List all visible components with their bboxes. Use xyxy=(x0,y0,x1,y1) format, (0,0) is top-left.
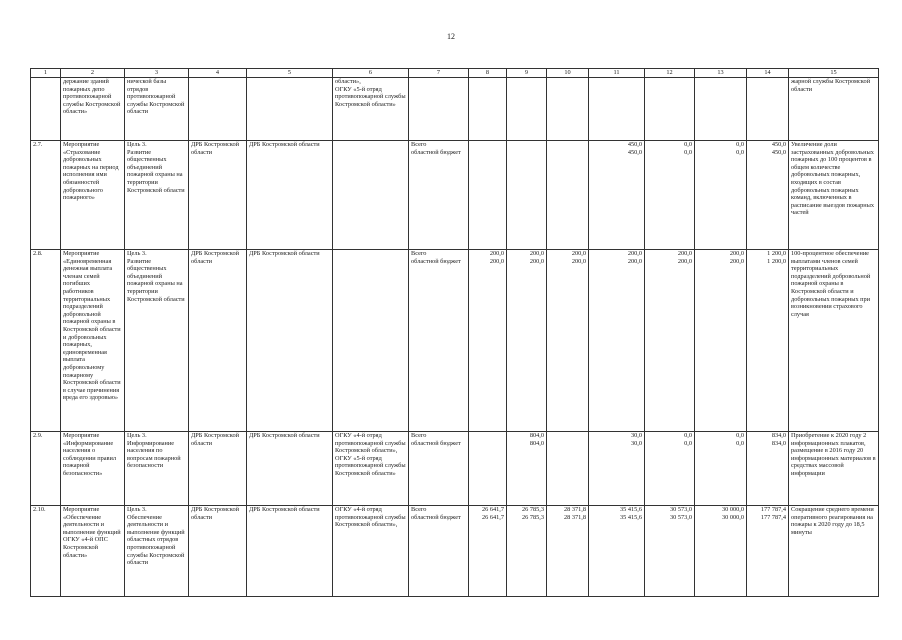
col-coordinator: ДРБ Костромской области xyxy=(189,250,247,432)
col-2018: 0,0 0,0 xyxy=(645,141,695,250)
col-activity: Мероприятие «Страхование добровольных пожарных на период исполнения ими обязанностей добровольного пожарного» xyxy=(61,141,125,250)
table-header-row xyxy=(31,69,879,78)
col-2018: 200,0 200,0 xyxy=(645,250,695,432)
header-cell: 6 xyxy=(333,69,409,78)
col-2015: 200,0 200,0 xyxy=(507,250,547,432)
col-executor: ОГКУ «4-й отряд противопожарной службы Костромской области», xyxy=(333,506,409,597)
col-funding-source xyxy=(409,78,469,141)
header-cell: 3 xyxy=(125,69,189,78)
col-executor: ОГКУ «4-й отряд противопожарной службы Костромской области», ОГКУ «5-й отряд противопожарной службы Костромской области» xyxy=(333,432,409,506)
col-total: 834,0 834,0 xyxy=(747,432,789,506)
header-cell: 14 xyxy=(747,69,789,78)
col-coordinator: ДРБ Костромской области xyxy=(189,141,247,250)
col-total: 450,0 450,0 xyxy=(747,141,789,250)
col-activity: Мероприятие «Информирование населения о соблюдении правил пожарной безопасности» xyxy=(61,432,125,506)
header-cell: 4 xyxy=(189,69,247,78)
col-number: 2.9. xyxy=(31,432,61,506)
col-2018: 0,0 0,0 xyxy=(645,432,695,506)
col-responsible: ДРБ Костромской области xyxy=(247,250,333,432)
col-number xyxy=(31,78,61,141)
col-number: 2.7. xyxy=(31,141,61,250)
col-goal: Цель 3. Развитие общественных объединений пожарной охраны на территории Костромской области xyxy=(125,141,189,250)
col-2016: 28 371,8 28 371,8 xyxy=(547,506,589,597)
col-2018 xyxy=(645,78,695,141)
header-cell: 13 xyxy=(695,69,747,78)
header-cell: 12 xyxy=(645,69,695,78)
table-row xyxy=(31,141,879,250)
col-total: 177 787,4 177 787,4 xyxy=(747,506,789,597)
col-2019 xyxy=(695,78,747,141)
table-row xyxy=(31,506,879,597)
header-cell: 10 xyxy=(547,69,589,78)
header-cell: 11 xyxy=(589,69,645,78)
col-2014: 26 641,7 26 641,7 xyxy=(469,506,507,597)
col-2019: 0,0 0,0 xyxy=(695,141,747,250)
col-total xyxy=(747,78,789,141)
col-2018: 30 573,0 30 573,0 xyxy=(645,506,695,597)
header-cell: 8 xyxy=(469,69,507,78)
col-funding-source: Всего областной бюджет xyxy=(409,432,469,506)
col-responsible xyxy=(247,78,333,141)
col-2014: 200,0 200,0 xyxy=(469,250,507,432)
col-2015: 26 785,3 26 785,3 xyxy=(507,506,547,597)
header-cell: 2 xyxy=(61,69,125,78)
col-activity: Мероприятие «Обеспечение деятельности и выполнение функций ОГКУ «4-й ОПС Костромской области» xyxy=(61,506,125,597)
col-2019: 30 000,0 30 000,0 xyxy=(695,506,747,597)
col-2019: 0,0 0,0 xyxy=(695,432,747,506)
col-goal: Цель 3. Развитие общественных объединений пожарной охраны на территории Костромской области xyxy=(125,250,189,432)
col-2015: 804,0 804,0 xyxy=(507,432,547,506)
header-cell: 5 xyxy=(247,69,333,78)
col-2016 xyxy=(547,141,589,250)
col-responsible: ДРБ Костромской области xyxy=(247,432,333,506)
col-activity: держание зданий пожарных депо противопожарной службы Костромской области» xyxy=(61,78,125,141)
col-2017: 35 415,6 35 415,6 xyxy=(589,506,645,597)
col-2015 xyxy=(507,78,547,141)
header-cell: 15 xyxy=(789,69,879,78)
col-goal: ничеcкой базы отрядов противопожарной службы Костромской области xyxy=(125,78,189,141)
col-2014 xyxy=(469,432,507,506)
col-responsible: ДРБ Костромской области xyxy=(247,506,333,597)
col-2017: 450,0 450,0 xyxy=(589,141,645,250)
col-goal: Цель 3. Обеспечение деятельности и выполнение функций областных отрядов противопожарной службы Костромской области xyxy=(125,506,189,597)
header-cell: 1 xyxy=(31,69,61,78)
col-2017: 200,0 200,0 xyxy=(589,250,645,432)
col-2019: 200,0 200,0 xyxy=(695,250,747,432)
col-number: 2.10. xyxy=(31,506,61,597)
col-2016 xyxy=(547,78,589,141)
table-row xyxy=(31,250,879,432)
col-responsible: ДРБ Костромской области xyxy=(247,141,333,250)
col-coordinator xyxy=(189,78,247,141)
col-2017: 30,0 30,0 xyxy=(589,432,645,506)
header-cell: 9 xyxy=(507,69,547,78)
table-row xyxy=(31,432,879,506)
col-result: Сокращение среднего времени оперативного реагирования на пожары к 2020 году до 18,5 минуты xyxy=(789,506,879,597)
col-result: 100-процентное обеспечение выплатами членов семей территориальных подразделений добровольной пожарной охраны в Костромской области и добровольных пожарных при возникновении страхового случая xyxy=(789,250,879,432)
col-coordinator: ДРБ Костромской области xyxy=(189,506,247,597)
col-funding-source: Всего областной бюджет xyxy=(409,506,469,597)
col-number: 2.8. xyxy=(31,250,61,432)
col-result: жарной службы Костромской области xyxy=(789,78,879,141)
col-activity: Мероприятие «Единовременная денежная выплата членам семей погибших работников территориальных подразделений добровольной пожарной охраны в Костромской области и добровольных пожарных, единовременная выплата добровольному пожарному Костромской области в случае причинения вреда его здоровью» xyxy=(61,250,125,432)
col-2014 xyxy=(469,78,507,141)
col-goal: Цель 3. Информирование населения по вопросам пожарной безопасности xyxy=(125,432,189,506)
col-2016: 200,0 200,0 xyxy=(547,250,589,432)
col-result: Увеличение доли застрахованных добровольных пожарных до 100 процентов в общем количестве добровольных пожарных, входящих в состав добровольных пожарных команд, включенных в расписание выездов пожарных частей xyxy=(789,141,879,250)
table-row xyxy=(31,78,879,141)
col-coordinator: ДРБ Костромской области xyxy=(189,432,247,506)
col-funding-source: Всего областной бюджет xyxy=(409,141,469,250)
col-executor xyxy=(333,250,409,432)
col-funding-source: Всего областной бюджет xyxy=(409,250,469,432)
col-executor: области», ОГКУ «5-й отряд противопожарной службы Костромской области» xyxy=(333,78,409,141)
col-2014 xyxy=(469,141,507,250)
program-activities-table xyxy=(30,68,879,597)
page-number: 12 xyxy=(447,32,455,41)
header-cell: 7 xyxy=(409,69,469,78)
col-2017 xyxy=(589,78,645,141)
col-2016 xyxy=(547,432,589,506)
col-result: Приобретение к 2020 году 2 информационных плакатов, размещение в 2016 году 20 информационных материалов в средствах массовой информации xyxy=(789,432,879,506)
col-2015 xyxy=(507,141,547,250)
col-executor xyxy=(333,141,409,250)
col-total: 1 200,0 1 200,0 xyxy=(747,250,789,432)
